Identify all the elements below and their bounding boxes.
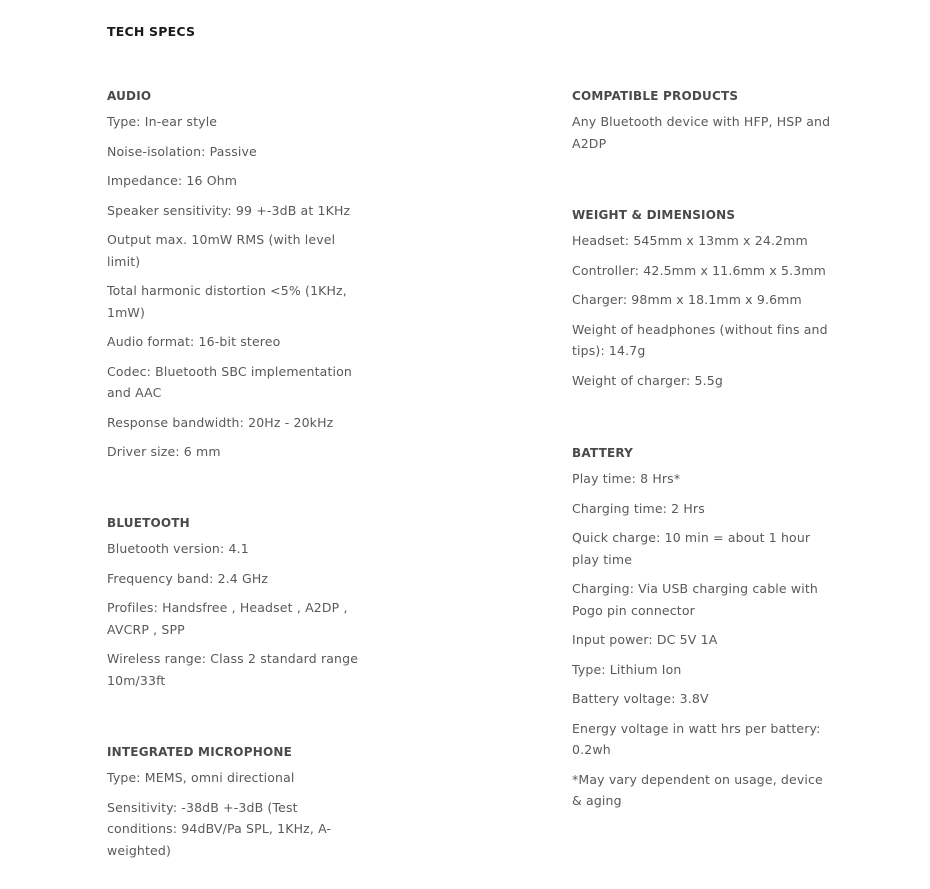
battery-section <box>572 445 832 820</box>
spec-item: Sensitivity: -38dB +-3dB (Test conditions: 94dBV/Pa SPL, 1KHz, A-weighted) <box>107 799 332 858</box>
section-title-compatible: COMPATIBLE PRODUCTS <box>572 89 739 103</box>
spec-item: Total harmonic distortion <5% (1KHz, 1mW) <box>107 283 347 320</box>
spec-item: Input power: DC 5V 1A <box>572 632 718 647</box>
spec-item: Type: MEMS, omni directional <box>107 770 295 785</box>
bluetooth-section <box>107 515 367 699</box>
spec-item: Charger: 98mm x 18.1mm x 9.6mm <box>572 292 802 307</box>
page-title: TECH SPECS <box>107 24 196 39</box>
spec-item: Audio format: 16-bit stereo <box>107 334 281 349</box>
spec-item: Battery voltage: 3.8V <box>572 691 709 706</box>
spec-item: Charging: Via USB charging cable with Pogo pin connector <box>572 581 818 618</box>
spec-item: Any Bluetooth device with HFP, HSP and A2DP <box>572 114 831 151</box>
spec-item: Energy voltage in watt hrs per battery: 0.2wh <box>572 720 821 757</box>
weight-section <box>572 207 832 399</box>
section-title-bluetooth: BLUETOOTH <box>107 516 190 530</box>
spec-item: Headset: 545mm x 13mm x 24.2mm <box>572 233 808 248</box>
spec-item: Weight of charger: 5.5g <box>572 372 723 388</box>
spec-item: Noise-isolation: Passive <box>107 143 257 159</box>
spec-item: Output max. 10mW RMS (with level limit) <box>107 232 336 269</box>
spec-item: Response bandwidth: 20Hz - 20kHz <box>107 414 334 430</box>
spec-item: Type: In-ear style <box>107 114 218 129</box>
spec-item: *May vary dependent on usage, device & aging <box>572 771 823 808</box>
microphone-section <box>107 744 367 869</box>
section-title-audio: AUDIO <box>107 89 152 103</box>
section-title-microphone: INTEGRATED MICROPHONE <box>107 745 292 759</box>
spec-item: Bluetooth version: 4.1 <box>107 541 249 556</box>
spec-item: Controller: 42.5mm x 11.6mm x 5.3mm <box>572 262 826 278</box>
audio-section <box>107 88 367 471</box>
spec-item: Impedance: 16 Ohm <box>107 173 238 188</box>
spec-item: Wireless range: Class 2 standard range 10m/33ft <box>107 651 359 688</box>
spec-item: Driver size: 6 mm <box>107 444 221 459</box>
spec-item: Play time: 8 Hrs* <box>572 471 681 486</box>
spec-item: Quick charge: 10 min = about 1 hour play time <box>572 530 811 567</box>
spec-item: Frequency band: 2.4 GHz <box>107 570 269 586</box>
section-title-battery: BATTERY <box>572 446 634 460</box>
spec-item: Profiles: Handsfree , Headset , A2DP , AVCRP , SPP <box>107 600 348 637</box>
spec-item: Codec: Bluetooth SBC implementation and AAC <box>107 363 352 400</box>
compatible-section <box>572 88 832 162</box>
spec-item: Weight of headphones (without fins and tips): 14.7g <box>572 321 828 358</box>
spec-item: Charging time: 2 Hrs <box>572 500 705 516</box>
spec-item: Speaker sensitivity: 99 +-3dB at 1KHz <box>107 202 351 218</box>
section-title-weight: WEIGHT & DIMENSIONS <box>572 208 736 222</box>
spec-item: Type: Lithium Ion <box>572 661 682 677</box>
